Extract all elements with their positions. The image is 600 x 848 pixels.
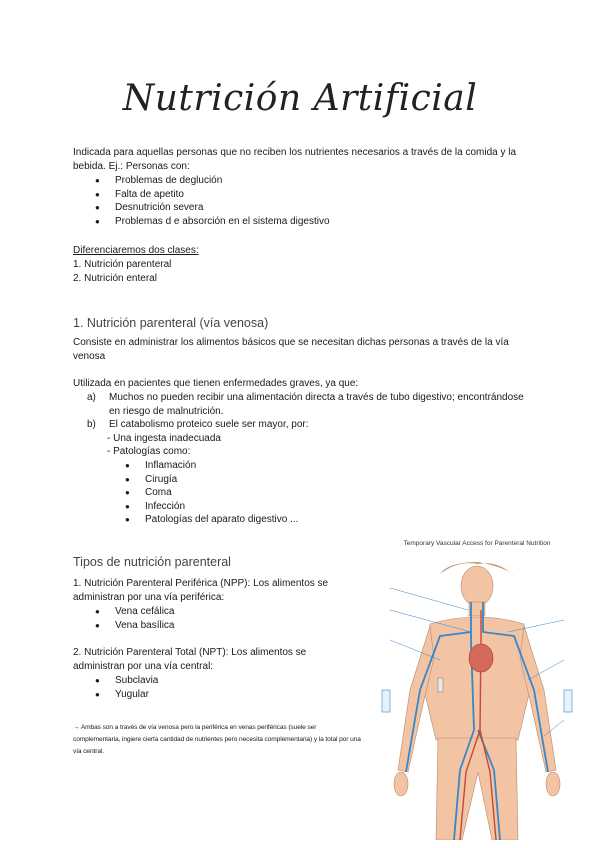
list-item: ● Yugular — [115, 688, 358, 702]
npp-text: 1. Nutrición Parenteral Periférica (NPP): Los alimentos se administran por una vía periférica: — [73, 578, 329, 603]
npp-section — [73, 577, 358, 632]
list-item — [87, 418, 528, 432]
npt-section — [73, 646, 358, 701]
intro-text: Indicada para aquellas personas que no reciben los nutrientes necesarios a través de la comida y la bebida. Ej.: Personas con: — [73, 147, 517, 172]
body-illustration — [368, 540, 586, 840]
list-marker: b) — [87, 419, 96, 431]
npt-text: 2. Nutrición Parenteral Total (NPT): Los alimentos se administran por una vía central: — [73, 647, 307, 672]
list-item: ● Patologías del aparato digestivo ... — [145, 513, 528, 527]
list-item: 2. Nutrición enteral — [73, 273, 157, 284]
list-item: ● Coma — [145, 486, 528, 500]
anatomy-figure — [368, 540, 586, 840]
intro-section — [73, 146, 528, 228]
npp-list — [73, 605, 358, 632]
list-item: ● Cirugía — [145, 473, 528, 487]
list-item: ● Problemas d e absorción en el sistema digestivo — [115, 215, 528, 229]
list-item: ● Vena basílica — [115, 619, 358, 633]
list-marker: a) — [87, 392, 96, 403]
list-item: ● Problemas de deglución — [115, 174, 528, 188]
list-text: El catabolismo proteico suele ser mayor, por: — [109, 419, 309, 431]
parenteral-definition: Consiste en administrar los alimentos básicos que se necesitan dichas personas a través de la vía venosa — [73, 337, 509, 362]
npt-list — [73, 674, 358, 701]
section-heading-types: Tipos de nutrición parenteral — [73, 555, 231, 569]
dash-item: - Una ingesta inadecuada — [107, 432, 221, 444]
classes-section — [73, 244, 199, 286]
reasons-list — [73, 391, 528, 432]
pathologies-list — [73, 459, 528, 527]
usage-text: Utilizada en pacientes que tienen enfermedades graves, ya que: — [73, 378, 359, 389]
list-item: ● Inflamación — [145, 459, 528, 473]
list-item: ● Subclavia — [115, 674, 358, 688]
classes-heading: Diferenciaremos dos clases: — [73, 245, 199, 256]
note-text: → Ambas son a través de vía venosa pero la periférica en venas periféricas (suele ser complementaria, ingiere cierta cantidad de nutrientes pero necesita complementaria) y la total por una vía central. — [73, 724, 361, 755]
list-item: ● Vena cefálica — [115, 605, 358, 619]
list-item: ● Infección — [145, 500, 528, 514]
section-heading-parenteral: 1. Nutrición parenteral (vía venosa) — [73, 316, 269, 330]
list-item: ● Falta de apetito — [115, 188, 528, 202]
figure-title: Temporary Vascular Access for Parenteral Nutrition — [403, 540, 551, 547]
intro-list — [73, 174, 528, 228]
list-text: Muchos no pueden recibir una alimentación directa a través de tubo digestivo; encontrándose en riesgo de malnutrición. — [109, 392, 524, 417]
page-title: Nutrición Artificial — [122, 78, 478, 119]
list-item: ● Desnutrición severa — [115, 201, 528, 215]
list-item: 1. Nutrición parenteral — [73, 259, 172, 270]
parenteral-usage — [73, 377, 528, 527]
list-item — [87, 391, 528, 418]
dash-item: - Patologías como: — [107, 446, 191, 458]
